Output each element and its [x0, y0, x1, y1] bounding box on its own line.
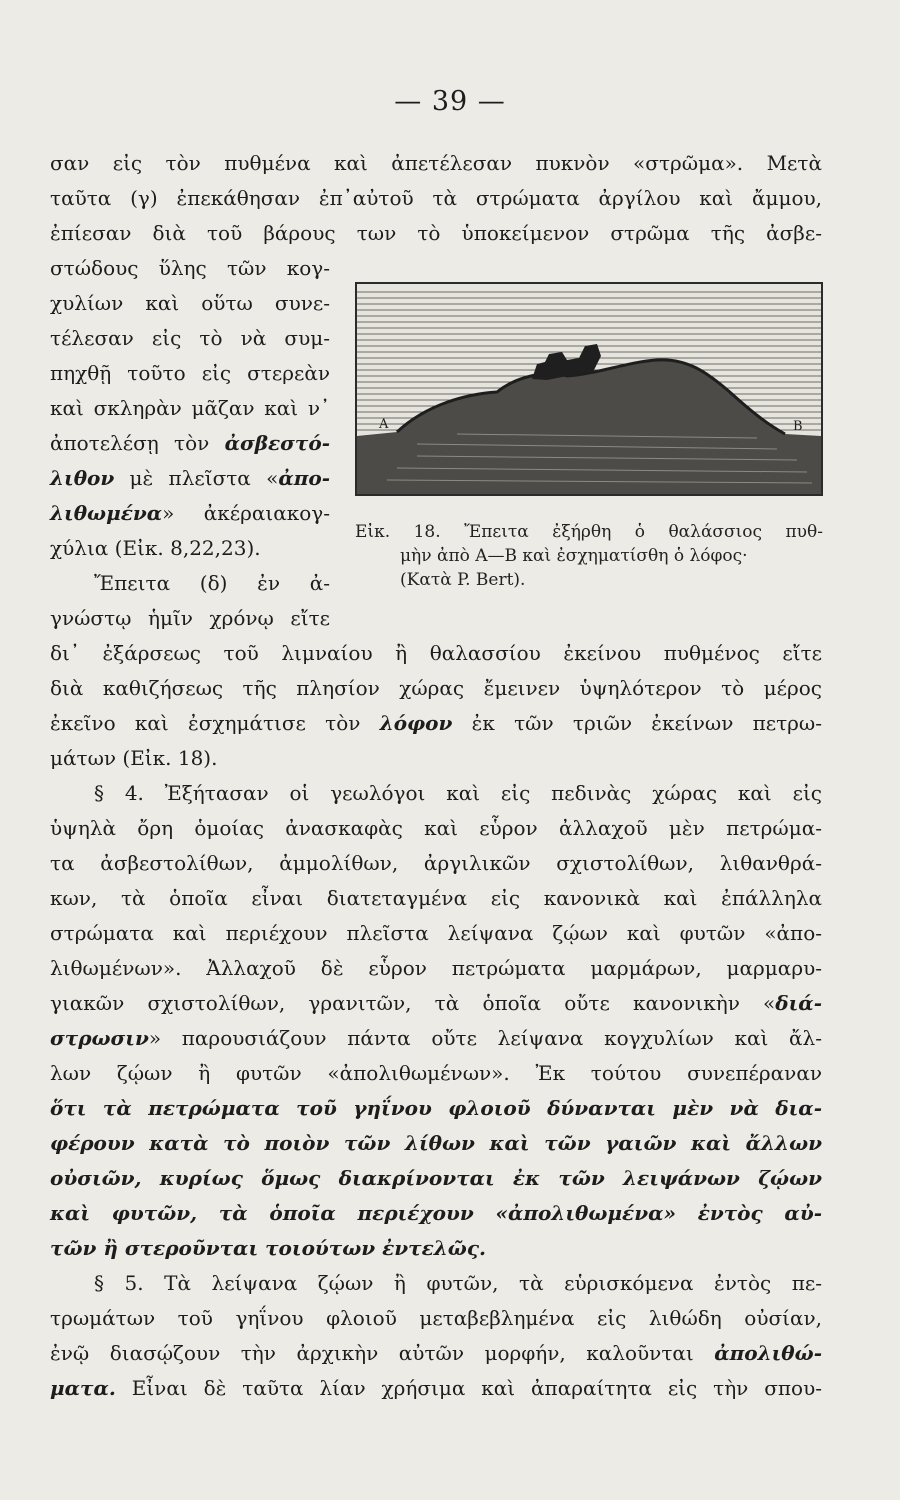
figure-18-caption — [355, 520, 823, 592]
text-line: ταῦτα (γ) ἐπεκάθησαν ἐπ᾽αὐτοῦ τὰ στρώματα ἀργίλου καὶ ἄμμου, — [50, 186, 822, 210]
conclusion-line: τῶν ἢ στεροῦνται τοιούτων ἐντελῶς. — [50, 1236, 486, 1260]
text-line: σαν εἰς τὸν πυθμένα καὶ ἀπετέλεσαν πυκνὸν «στρῶμα». Μετὰ — [50, 151, 822, 175]
text-run: ἐκεῖνο καὶ ἐσχημάτισε τὸν — [50, 711, 380, 735]
text-line: ὑψηλὰ ὄρη ὁμοίας ἀνασκαφὰς καὶ εὗρον ἀλλαχοῦ μὲν πετρώμα- — [50, 816, 822, 840]
term-diastrosin: διά- — [775, 991, 822, 1015]
term-apolithomata: ματα. — [50, 1376, 116, 1400]
text-run: μὲ πλεῖστα « — [114, 466, 279, 490]
text-line: ἐπίεσαν διὰ τοῦ βάρους των τὸ ὑποκείμενον στρῶμα τῆς ἀσβε- — [50, 221, 822, 245]
text-line — [50, 428, 330, 458]
text-line: γνώστῳ ἡμῖν χρόνῳ εἴτε — [50, 606, 330, 630]
label-b: B — [793, 419, 803, 434]
text-line: δι᾽ ἐξάρσεως τοῦ λιμναίου ἢ θαλασσίου ἐκείνου πυθμένος εἴτε — [50, 641, 822, 665]
text-line: τα ἀσβεστολίθων, ἀμμολίθων, ἀργιλικῶν σχιστολίθων, λιθανθρά- — [50, 851, 822, 875]
term-asbestolithos: ἀσβεστό- — [224, 431, 330, 455]
term-apolithomena: λιθωμένα — [50, 501, 163, 525]
hill-engraving — [357, 284, 821, 494]
term-lofos: λόφον — [379, 711, 453, 735]
conclusion-line: καὶ φυτῶν, τὰ ὁποῖα περιέχουν «ἀπολιθωμένα» ἐντὸς αὐ- — [50, 1201, 822, 1225]
text-line: καὶ σκληρὰν μᾶζαν καὶ ν᾽ — [50, 396, 330, 420]
section-4-start: § 4. Ἐξήτασαν οἱ γεωλόγοι καὶ εἰς πεδινὰς χώρας καὶ εἰς — [94, 781, 822, 805]
text-run: » ἀκέραιακογ- — [162, 501, 330, 525]
term-asbestolithos: λιθον — [50, 466, 115, 490]
text-line: μάτων (Εἰκ. 18). — [50, 746, 218, 770]
conclusion-line: οὐσιῶν, κυρίως ὅμως διακρίνονται ἐκ τῶν λειψάνων ζῴων — [50, 1166, 822, 1190]
text-line — [50, 708, 822, 738]
text-line: τέλεσαν εἰς τὸ νὰ συμ- — [50, 326, 330, 350]
text-run: Εἶναι δὲ ταῦτα λίαν χρήσιμα καὶ ἀπαραίτητα εἰς τὴν σπου- — [115, 1376, 822, 1400]
conclusion-line: ὅτι τὰ πετρώματα τοῦ γηΐνου φλοιοῦ δύνανται μὲν νὰ δια- — [50, 1096, 822, 1120]
section-5-start: § 5. Τὰ λείψανα ζῴων ἢ φυτῶν, τὰ εὑρισκόμενα ἐντὸς πε- — [94, 1271, 822, 1295]
text-run: ἐκ τῶν τριῶν ἐκείνων πετρω- — [452, 711, 822, 735]
text-run: ἀποτελέσῃ τὸν — [50, 431, 225, 455]
text-line: Ἔπειτα (δ) ἐν ἀ- — [94, 571, 330, 595]
term-apolithomena: ἀπο- — [278, 466, 330, 490]
caption-line: Εἰκ. 18. Ἔπειτα ἐξήρθη ὁ θαλάσσιος πυθ- — [355, 522, 823, 542]
text-line — [50, 463, 330, 493]
text-run: ἐνῷ διασῴζουν τὴν ἀρχικὴν αὐτῶν μορφήν, καλοῦνται — [50, 1341, 715, 1365]
term-apolithomata: ἀπολιθώ- — [714, 1341, 822, 1365]
text-line: στώδους ὕλης τῶν κογ- — [50, 256, 330, 280]
text-line — [50, 1373, 822, 1403]
text-line: χύλια (Εἰκ. 8,22,23). — [50, 536, 261, 560]
term-diastrosin: στρωσιν — [50, 1026, 149, 1050]
text-line — [50, 498, 330, 528]
text-line: κων, τὰ ὁποῖα εἶναι διατεταγμένα εἰς κανονικὰ καὶ ἐπάλληλα — [50, 886, 822, 910]
page-number: — 39 — — [394, 86, 506, 117]
text-line: λιθωμένων». Ἀλλαχοῦ δὲ εὗρον πετρώματα μαρμάρων, μαρμαρυ- — [50, 956, 822, 980]
text-line — [50, 1338, 822, 1368]
text-line: στρώματα καὶ περιέχουν πλεῖστα λείψανα ζῴων καὶ φυτῶν «ἀπο- — [50, 921, 822, 945]
text-line: λων ζῴων ἢ φυτῶν «ἀπολιθωμένων». Ἐκ τούτου συνεπέραναν — [50, 1061, 822, 1085]
text-run: » παρουσιάζουν πάντα οὔτε λείψανα κογχυλίων καὶ ἄλ- — [148, 1026, 822, 1050]
text-line: πηχθῇ τοῦτο εἰς στερεὰν — [50, 361, 330, 385]
label-a: A — [379, 417, 389, 432]
text-line: διὰ καθιζήσεως τῆς πλησίον χώρας ἔμεινεν ὑψηλότερον τὸ μέρος — [50, 676, 822, 700]
text-line: χυλίων καὶ οὕτω συνε- — [50, 291, 330, 315]
text-run: γιακῶν σχιστολίθων, γρανιτῶν, τὰ ὁποῖα οὔτε κανονικὴν « — [50, 991, 776, 1015]
conclusion-line: φέρουν κατὰ τὸ ποιὸν τῶν λίθων καὶ τῶν γαιῶν καὶ ἄλλων — [50, 1131, 822, 1155]
text-line — [50, 988, 822, 1018]
text-line: τρωμάτων τοῦ γηΐνου φλοιοῦ μεταβεβλημένα εἰς λιθώδη οὐσίαν, — [50, 1306, 822, 1330]
figure-18-illustration — [355, 282, 823, 496]
caption-line: (Κατὰ P. Bert). — [400, 570, 526, 590]
text-line — [50, 1023, 822, 1053]
caption-line: μὴν ἀπὸ A—B καὶ ἐσχηματίσθη ὁ λόφος· — [400, 546, 748, 566]
